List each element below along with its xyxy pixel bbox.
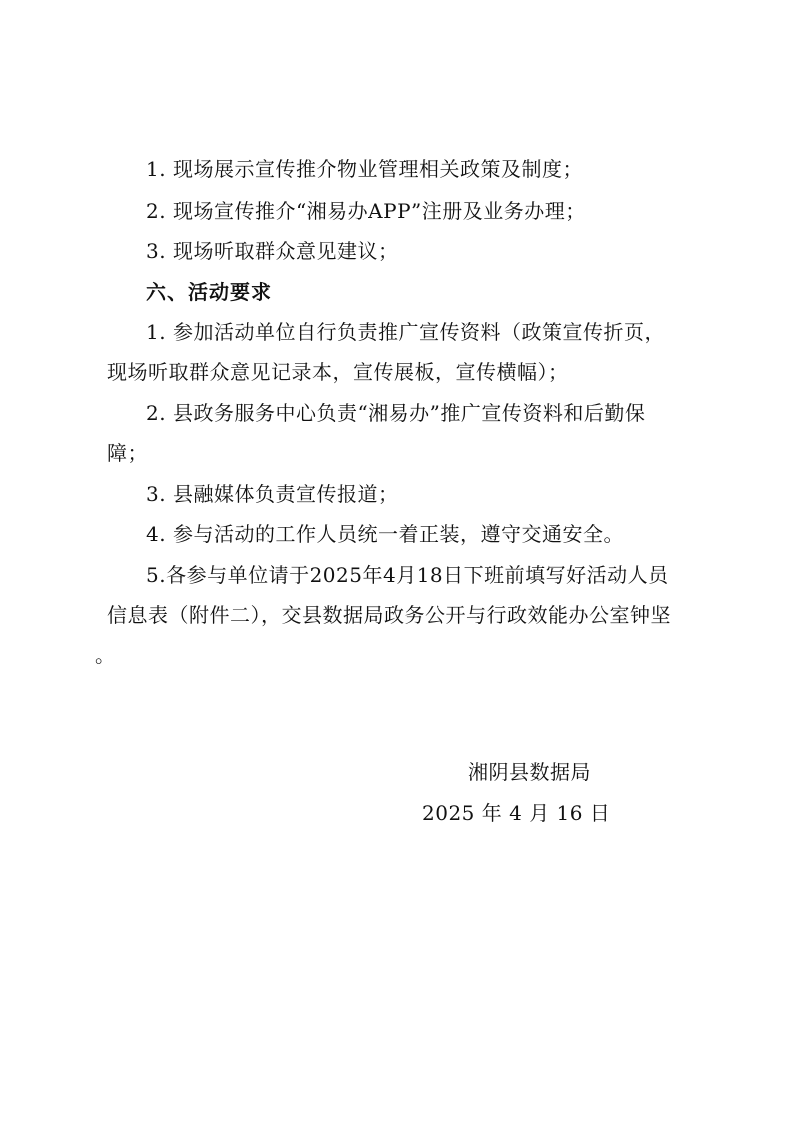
requirement-2-line-1: 2. 县政务服务中心负责“湘易办”推广宣传资料和后勤保 <box>146 401 646 425</box>
requirement-1-line-1: 1. 参加活动单位自行负责推广宣传资料（政策宣传折页， <box>146 320 665 344</box>
requirement-4: 4. 参与活动的工作人员统一着正装，遵守交通安全。 <box>146 522 624 546</box>
section-heading: 六、活动要求 <box>146 280 272 304</box>
signature-date: 2025 年 4 月 16 日 <box>422 801 611 825</box>
requirement-3: 3. 县融媒体负责宣传报道； <box>146 482 399 506</box>
requirement-5-line-3: 。 <box>95 643 116 667</box>
requirement-2-line-2: 障； <box>107 441 148 465</box>
requirement-1-line-2: 现场听取群众意见记录本，宣传展板，宣传横幅）； <box>107 360 569 384</box>
requirement-5-line-2: 信息表（附件二），交县数据局政务公开与行政效能办公室钟坚 <box>107 603 671 627</box>
item-3: 3. 现场听取群众意见建议； <box>146 239 399 263</box>
requirement-5-line-1: 5.各参与单位请于2025年4月18日下班前填写好活动人员 <box>146 563 669 587</box>
item-2: 2. 现场宣传推介“湘易办APP”注册及业务办理； <box>146 199 586 223</box>
item-1: 1. 现场展示宣传推介物业管理相关政策及制度； <box>146 157 583 181</box>
signature-organization: 湘阴县数据局 <box>468 760 591 784</box>
